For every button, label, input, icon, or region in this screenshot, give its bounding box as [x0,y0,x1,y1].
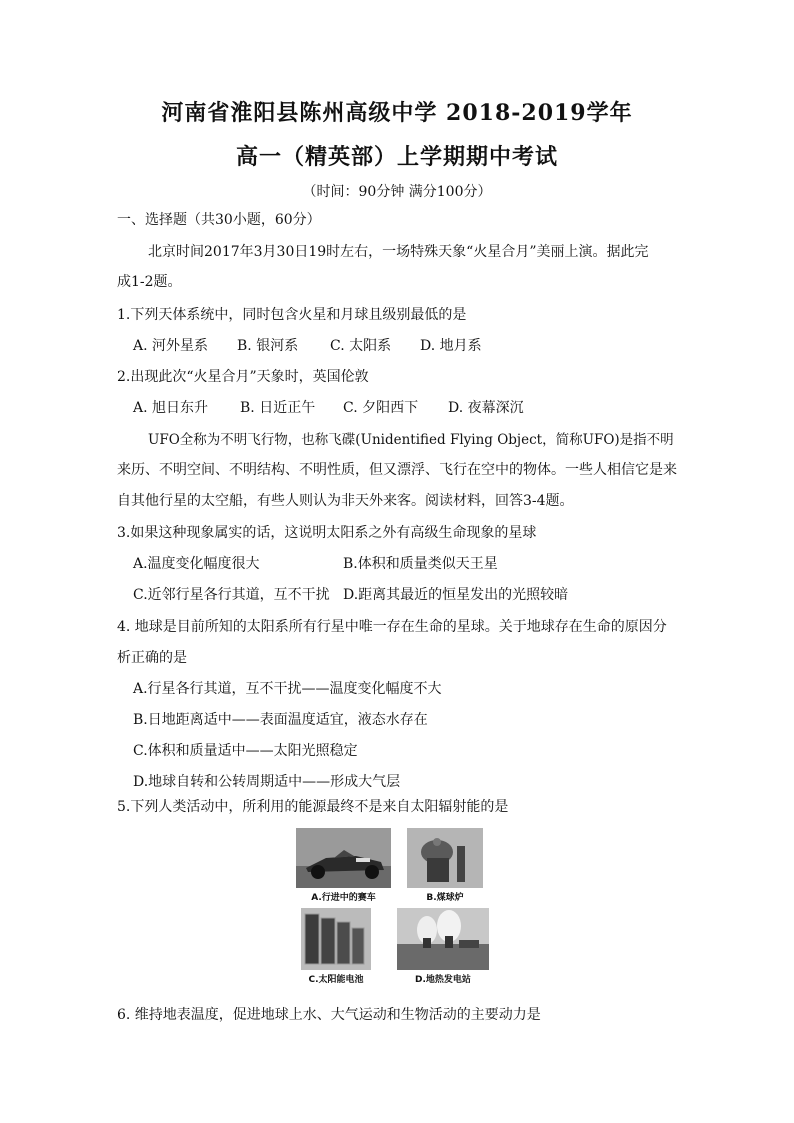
q4-option-a: A.行星各行其道，互不干扰——温度变化幅度不大 [133,681,442,697]
q5-figure-b-caption: B.煤球炉 [426,893,464,903]
q3-stem: 3.如果这种现象属实的话，这说明太阳系之外有高级生命现象的星球 [117,525,537,541]
q4-option-c: C.体积和质量适中——太阳光照稳定 [133,743,358,759]
q2-option-a: A. 旭日东升 [133,400,209,416]
q1-option-a: A. 河外星系 [133,338,209,354]
race-car-icon [296,828,391,888]
coal-stove-icon [407,828,483,888]
geothermal-plant-photo [397,908,489,970]
q3-option-c: C.近邻行星各行其道，互不干扰 [133,587,330,603]
passage2-line1: UFO全称为不明飞行物，也称飞碟(Unidentified Flying Object，简称UFO)是指不明 [148,432,674,448]
q5-figure-a [296,828,391,904]
q4-stem-line1: 4. 地球是目前所知的太阳系所有行星中唯一存在生命的星球。关于地球存在生命的原因分 [117,619,667,635]
race-car-photo [296,828,391,888]
q2-option-b: B. 日近正午 [240,400,316,416]
q3-option-d: D.距离其最近的恒星发出的光照较暗 [343,587,569,603]
passage1-line2: 成1-2题。 [117,274,182,290]
exam-title-line2: 高一（精英部）上学期期中考试 [235,144,558,170]
passage2-line2: 来历、不明空间、不明结构、不明性质，但又漂浮、飞行在空中的物体。一些人相信它是来 [117,462,677,478]
exam-subtitle: （时间：90分钟 满分100分） [302,184,492,200]
q3-option-b: B.体积和质量类似天王星 [343,556,498,572]
exam-title-line1: 河南省淮阳县陈州高级中学 2018-2019学年 [161,100,633,126]
q2-option-c: C. 夕阳西下 [343,400,419,416]
q2-option-d: D. 夜幕深沉 [448,400,524,416]
q4-option-d: D.地球自转和公转周期适中——形成大气层 [133,774,401,790]
q5-figure-d [397,908,489,986]
passage1-line1: 北京时间2017年3月30日19时左右，一场特殊天象“火星合月”美丽上演。据此完 [148,244,649,260]
q6-stem: 6. 维持地表温度，促进地球上水、大气运动和生物活动的主要动力是 [117,1007,541,1023]
q1-stem: 1.下列天体系统中，同时包含火星和月球且级别最低的是 [117,307,467,323]
q1-option-b: B. 银河系 [237,338,299,354]
q5-figure-b [407,828,483,904]
q4-option-b: B.日地距离适中——表面温度适宜，液态水存在 [133,712,428,728]
q1-option-c: C. 太阳系 [330,338,392,354]
q5-figure-a-caption: A.行进中的赛车 [311,893,376,903]
passage2-line3: 自其他行星的太空船，有些人则认为非天外来客。阅读材料，回答3-4题。 [117,493,574,509]
q4-stem-line2: 析正确的是 [117,650,187,666]
q1-option-d: D. 地月系 [420,338,482,354]
section-heading: 一、选择题（共30小题，60分） [117,212,321,228]
q3-option-a: A.温度变化幅度很大 [133,556,260,572]
q5-figure-c-caption: C.太阳能电池 [308,975,364,985]
q2-stem: 2.出现此次“火星合月”天象时，英国伦敦 [117,369,369,385]
q5-figure-c [301,908,371,986]
q5-figure-d-caption: D.地热发电站 [415,975,471,985]
q5-stem: 5.下列人类活动中，所利用的能源最终不是来自太阳辐射能的是 [117,799,509,815]
coal-stove-photo [407,828,483,888]
geothermal-plant-icon [397,908,489,970]
solar-panel-photo [301,908,371,970]
solar-panel-icon [301,908,371,970]
